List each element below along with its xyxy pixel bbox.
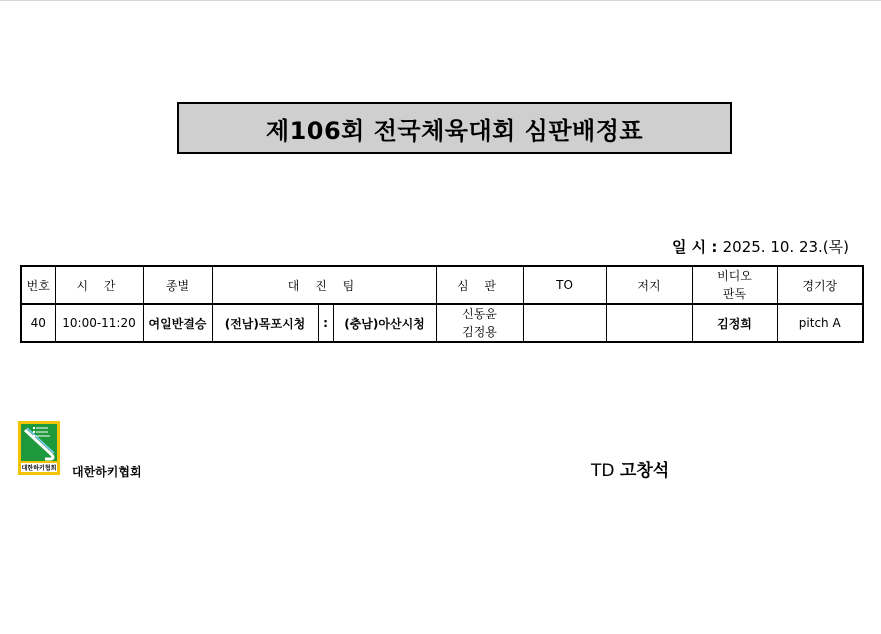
- header-referee: 심 판: [436, 266, 523, 304]
- cell-time: 10:00-11:20: [55, 304, 143, 342]
- cell-no: 40: [21, 304, 55, 342]
- cell-team-a: (전남)목포시청: [212, 304, 318, 342]
- date-value: 2025. 10. 23.(목): [722, 238, 849, 256]
- date-line: [672, 236, 849, 257]
- header-video: [692, 266, 777, 304]
- header-to: TO: [523, 266, 606, 304]
- cell-referees: [436, 304, 523, 342]
- header-video-line2: 판독: [722, 287, 747, 301]
- cell-event: 여일반결승: [143, 304, 212, 342]
- logo-caption: 대한하키협회: [21, 465, 57, 472]
- cell-team-b: (충남)아산시청: [333, 304, 436, 342]
- header-video-line1: 비디오: [717, 269, 752, 283]
- header-row: [21, 266, 863, 304]
- header-no: 번호: [21, 266, 55, 304]
- td-signature: [591, 456, 669, 481]
- header-time: 시 간: [55, 266, 143, 304]
- association-name: 대한하키협회: [72, 465, 142, 479]
- td-name: 고창석: [619, 461, 670, 481]
- header-judge: 저지: [606, 266, 692, 304]
- cell-venue: pitch A: [777, 304, 863, 342]
- top-rule: [0, 0, 881, 1]
- table-row: [21, 304, 863, 342]
- cell-referee-1: 신동윤: [462, 307, 497, 321]
- referee-assignment-table: [20, 265, 864, 343]
- date-label: 일 시 :: [671, 238, 718, 256]
- cell-to: [523, 304, 606, 342]
- cell-referee-2: 김정용: [462, 325, 497, 339]
- header-event: 종별: [143, 266, 212, 304]
- cell-video: 김정희: [692, 304, 777, 342]
- page-title: 제106회 전국체육대회 심판배정표: [177, 102, 732, 154]
- cell-judge: [606, 304, 692, 342]
- header-venue: 경기장: [777, 266, 863, 304]
- cell-vs: :: [318, 304, 333, 342]
- td-label: TD: [591, 461, 615, 481]
- hockey-association-logo: [18, 421, 60, 475]
- header-match: 대 진 팀: [212, 266, 436, 304]
- hockey-stick-icon: [21, 424, 57, 461]
